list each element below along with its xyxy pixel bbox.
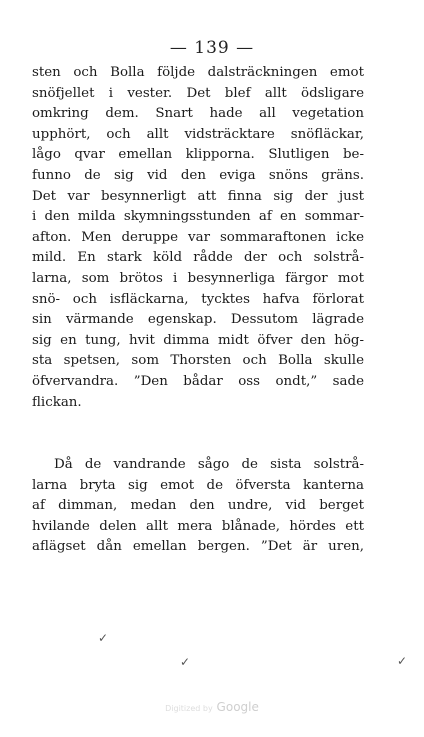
google-watermark (0, 700, 424, 714)
text-line: larna bryta sig emot de öfversta kanterna (32, 477, 364, 493)
text-line: lågo qvar emellan klipporna. Slutligen be- (32, 147, 364, 163)
text-line: sta spetsen, som Thorsten och Bolla skulle (32, 353, 364, 369)
text-line: sten och Bolla följde dalsträckningen emot (32, 65, 364, 80)
text-line: Då de vandrande sågo de sista solstrå- (54, 457, 364, 472)
paragraph-1 (32, 63, 364, 413)
watermark-prefix: Digitized by (165, 704, 213, 713)
check-mark-icon: ✓ (98, 631, 109, 645)
check-mark-icon: ✓ (180, 655, 191, 669)
text-line: sin värmande egenskap. Dessutom lägrade (32, 312, 364, 328)
text-line: snö- och isfläckarna, tycktes hafva förlorat (32, 291, 364, 307)
text-line: funno de sig vid den eviga snöns gräns. (32, 167, 364, 183)
text-line: hvilande delen allt mera blånade, hördes ett (32, 518, 364, 534)
text-line: upphört, och allt vidsträcktare snöfläckar, (32, 126, 364, 142)
text-line: öfvervandra. ”Den bådar oss ondt,” sade (32, 373, 364, 389)
text-line: sig en tung, hvit dimma midt öfver den hög- (32, 332, 364, 348)
watermark-brand: Google (216, 700, 259, 714)
text-line: mild. En stark köld rådde der och solstrå- (32, 250, 364, 266)
text-line: Det var besynnerligt att finna sig der just (32, 188, 364, 204)
text-line: omkring dem. Snart hade all vegetation (32, 106, 364, 122)
text-line: af dimman, medan den undre, vid berget (32, 498, 364, 514)
paragraph-2 (32, 455, 364, 558)
text-line: flickan. (32, 394, 82, 410)
page-number: — 139 — (169, 38, 255, 58)
check-mark-icon: ✓ (397, 654, 408, 668)
text-line: i den milda skymningsstunden af en sommar- (32, 209, 364, 225)
text-line: aflägset dån emellan bergen. ”Det är uren, (32, 539, 364, 555)
text-line: larna, som brötos i besynnerliga färgor mot (32, 270, 364, 286)
text-line: snöfjellet i vester. Det blef allt ödsligare (32, 85, 364, 101)
text-line: afton. Men deruppe var sommaraftonen icke (32, 229, 364, 245)
